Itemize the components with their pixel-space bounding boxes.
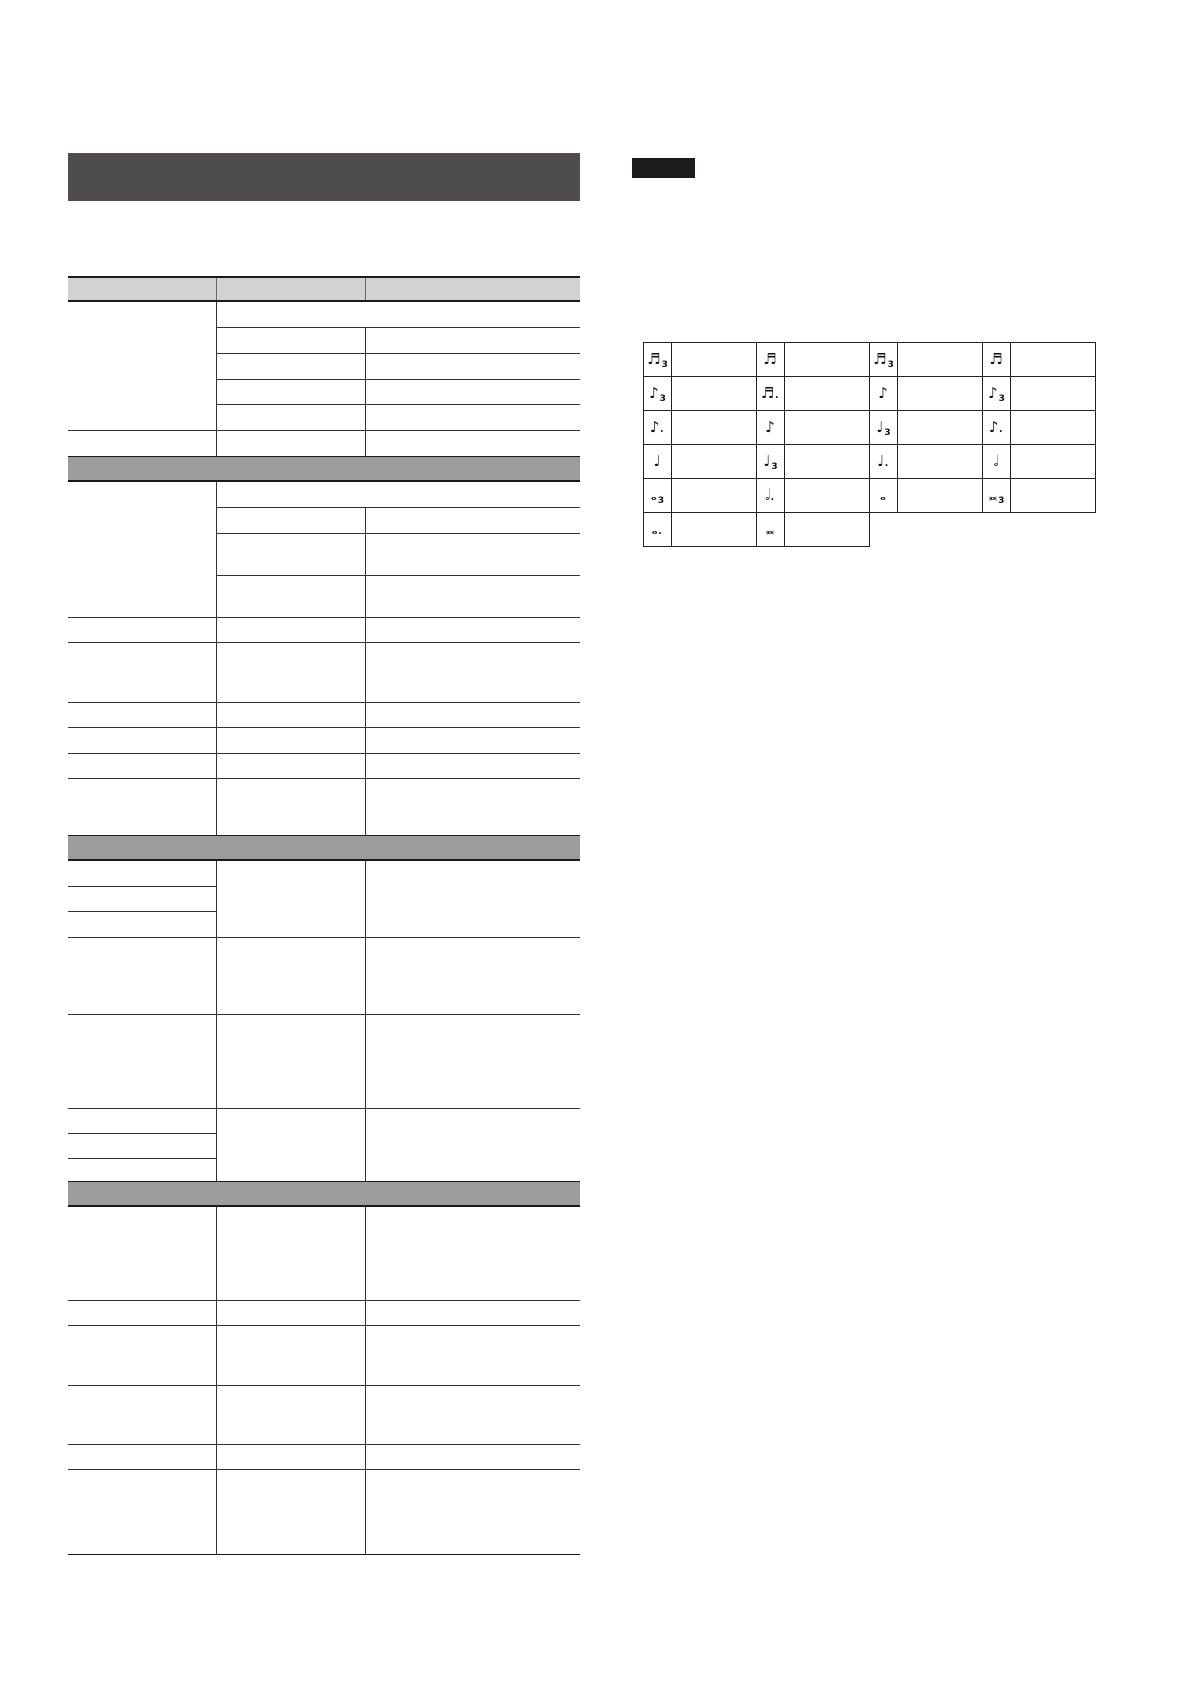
note-value-cell xyxy=(785,377,870,411)
note-value-cell xyxy=(672,343,757,377)
row-divider xyxy=(68,727,580,728)
note-row xyxy=(644,411,1096,445)
row-divider xyxy=(216,507,580,508)
row-divider xyxy=(68,642,580,643)
note-icon: ♪. xyxy=(988,417,1004,436)
row-divider xyxy=(68,617,580,618)
note-value-cell xyxy=(672,377,757,411)
note-symbol-cell xyxy=(644,343,672,377)
note-symbol-cell xyxy=(644,479,672,513)
row-divider xyxy=(68,753,580,754)
note-symbol-cell xyxy=(757,411,785,445)
column-divider xyxy=(216,861,217,1181)
note-symbol-cell xyxy=(757,513,785,547)
note-value-table xyxy=(643,342,1096,547)
note-symbol-cell xyxy=(757,343,785,377)
note-value-cell xyxy=(785,513,870,547)
note-icon: ♩ xyxy=(653,451,661,470)
note-icon: ♩. xyxy=(877,451,889,470)
note-icon: 𝅝. xyxy=(651,519,663,538)
note-symbol-cell xyxy=(870,343,898,377)
triplet-mark: 3 xyxy=(771,461,778,472)
row-divider xyxy=(68,1108,580,1109)
note-icon: ♪ xyxy=(988,383,998,402)
note-value-cell xyxy=(785,445,870,479)
row-divider xyxy=(68,937,580,938)
note-symbol-cell xyxy=(870,377,898,411)
note-symbol-cell xyxy=(983,377,1011,411)
note-row xyxy=(644,343,1096,377)
row-divider xyxy=(68,1133,216,1134)
note-label-tag xyxy=(632,158,695,178)
note-symbol-cell xyxy=(757,377,785,411)
column-divider xyxy=(365,861,366,1181)
note-value-cell xyxy=(672,513,757,547)
note-symbol-cell xyxy=(870,411,898,445)
table-group xyxy=(68,861,580,1181)
row-divider xyxy=(216,353,580,354)
row-divider xyxy=(68,1158,216,1159)
triplet-mark: 3 xyxy=(887,359,894,370)
note-symbol-cell xyxy=(870,445,898,479)
row-divider xyxy=(68,1300,580,1301)
note-symbol-cell xyxy=(983,411,1011,445)
row-divider xyxy=(216,404,580,405)
note-row xyxy=(644,377,1096,411)
row-divider xyxy=(68,1554,580,1555)
column-divider xyxy=(216,482,217,835)
triplet-mark: 3 xyxy=(998,495,1005,506)
note-value-cell xyxy=(672,411,757,445)
row-divider xyxy=(68,778,580,779)
note-icon: ♬ xyxy=(763,349,777,368)
note-icon: ♬. xyxy=(760,383,780,402)
note-value-cell xyxy=(1011,411,1096,445)
note-value-cell xyxy=(672,479,757,513)
note-value-cell xyxy=(1011,377,1096,411)
triplet-mark: 3 xyxy=(659,393,666,404)
column-divider xyxy=(365,1207,366,1555)
table-section-bar xyxy=(68,835,580,861)
note-icon: ♪. xyxy=(649,417,665,436)
note-value-cell xyxy=(785,479,870,513)
note-icon: ♩ xyxy=(876,417,884,436)
row-divider xyxy=(216,533,580,534)
note-symbol-cell xyxy=(757,479,785,513)
note-icon: 𝅜 xyxy=(765,519,775,538)
note-value-cell xyxy=(1011,479,1096,513)
note-icon: ♪ xyxy=(765,417,775,436)
note-symbol-cell xyxy=(644,513,672,547)
note-value-cell xyxy=(672,445,757,479)
note-value-cell xyxy=(898,377,983,411)
triplet-mark: 3 xyxy=(661,359,668,370)
note-symbol-cell xyxy=(983,343,1011,377)
triplet-mark: 3 xyxy=(657,495,665,506)
note-icon: ♩ xyxy=(763,451,771,470)
table-group xyxy=(68,482,580,835)
row-divider xyxy=(68,1014,580,1015)
table-group xyxy=(68,1207,580,1555)
row-divider xyxy=(216,327,580,328)
note-value-cell xyxy=(898,445,983,479)
note-icon: ♬ xyxy=(873,349,887,368)
row-divider xyxy=(68,1469,580,1470)
note-value-cell xyxy=(898,411,983,445)
column-divider xyxy=(365,507,366,835)
note-value-cell xyxy=(898,343,983,377)
row-divider xyxy=(68,1385,580,1386)
column-divider xyxy=(216,1207,217,1555)
note-value-cell xyxy=(1011,445,1096,479)
note-icon: 𝅗𝅥. xyxy=(765,485,775,504)
note-symbol-cell xyxy=(644,377,672,411)
table-header-row xyxy=(68,276,580,302)
note-value-cell xyxy=(898,479,983,513)
note-value-cell xyxy=(785,343,870,377)
triplet-mark: 3 xyxy=(998,393,1005,404)
note-symbol-cell xyxy=(644,445,672,479)
note-icon: ♪ xyxy=(878,383,888,402)
note-icon: ♬ xyxy=(647,349,661,368)
row-divider xyxy=(216,575,580,576)
row-divider xyxy=(68,702,580,703)
note-icon: 𝅝 xyxy=(650,485,657,504)
column-divider xyxy=(216,278,217,300)
note-value-cell xyxy=(1011,343,1096,377)
note-row xyxy=(644,513,1096,547)
table-section-bar xyxy=(68,456,580,482)
section-header-bar xyxy=(68,153,580,201)
empty-cell xyxy=(870,513,1096,547)
note-symbol-cell xyxy=(870,479,898,513)
table-section-bar xyxy=(68,1181,580,1207)
row-divider xyxy=(68,430,580,431)
row-divider xyxy=(68,886,216,887)
triplet-mark: 3 xyxy=(884,427,891,438)
note-symbol-cell xyxy=(983,479,1011,513)
column-divider xyxy=(365,327,366,456)
row-divider xyxy=(68,911,216,912)
row-divider xyxy=(216,379,580,380)
note-icon: ♪ xyxy=(649,383,659,402)
note-symbol-cell xyxy=(983,445,1011,479)
row-divider xyxy=(68,1444,580,1445)
note-value-cell xyxy=(785,411,870,445)
note-symbol-cell xyxy=(757,445,785,479)
note-icon: 𝅜 xyxy=(988,485,998,504)
note-row xyxy=(644,445,1096,479)
note-row xyxy=(644,479,1096,513)
note-icon: 𝅝 xyxy=(880,485,886,504)
note-icon: 𝅗𝅥 xyxy=(993,451,999,470)
row-divider xyxy=(68,1325,580,1326)
note-icon: ♬ xyxy=(989,349,1003,368)
parameter-table xyxy=(68,276,580,1555)
column-divider xyxy=(365,278,366,300)
table-group xyxy=(68,302,580,456)
note-symbol-cell xyxy=(644,411,672,445)
